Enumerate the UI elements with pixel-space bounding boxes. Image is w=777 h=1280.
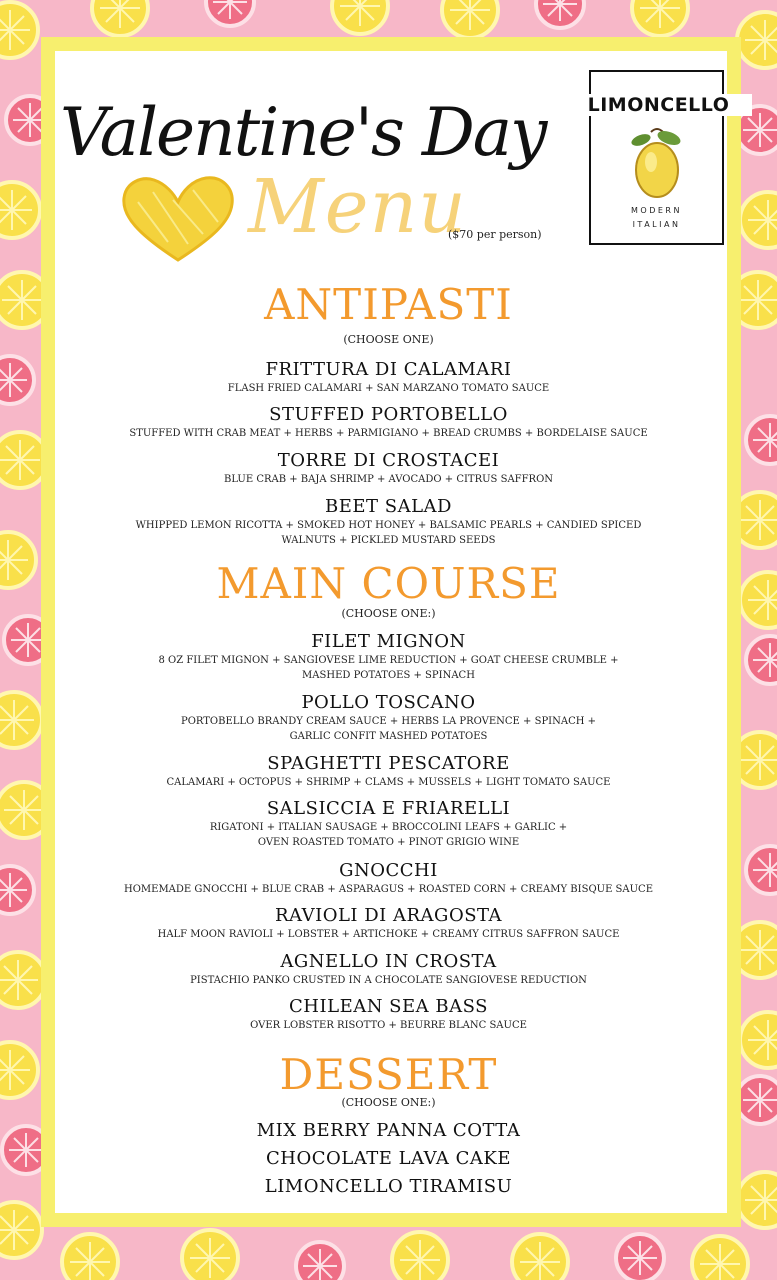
item-description: OVER LOBSTER RISOTTO + BEURRE BLANC SAUCE: [250, 1020, 527, 1031]
item-description: 8 OZ FILET MIGNON + SANGIOVESE LIME REDUCTION + GOAT CHEESE CRUMBLE +: [158, 655, 619, 666]
bottom-lemons: [62, 1230, 748, 1280]
menu-item: [55, 905, 722, 942]
item-name: GNOCCHI: [339, 860, 438, 881]
item-name: BEET SALAD: [325, 496, 452, 517]
item-description-line2: WALNUTS + PICKLED MUSTARD SEEDS: [281, 535, 496, 546]
menu-item: [55, 450, 722, 487]
item-name: STUFFED PORTOBELLO: [269, 404, 508, 425]
item-description: RIGATONI + ITALIAN SAUSAGE + BROCCOLINI LEAFS + GARLIC +: [209, 822, 568, 833]
item-description: BLUE CRAB + BAJA SHRIMP + AVOCADO + CITRUS SAFFRON: [223, 474, 554, 485]
lemon-icon: [621, 124, 693, 204]
heart-icon: [118, 172, 238, 267]
item-description-line2: OVEN ROASTED TOMATO + PINOT GRIGIO WINE: [257, 837, 520, 848]
item-description: WHIPPED LEMON RICOTTA + SMOKED HOT HONEY + BALSAMIC PEARLS + CANDIED SPICED: [135, 520, 642, 531]
menu-item: [55, 860, 722, 897]
menu-title: Valentine's Day: [60, 94, 546, 171]
menu-item: [55, 996, 722, 1033]
menu-item: [55, 692, 722, 744]
dessert-choose: (CHOOSE ONE:): [341, 1096, 436, 1109]
item-name: FILET MIGNON: [311, 631, 466, 652]
item-name: FRITTURA DI CALAMARI: [265, 359, 512, 380]
item-description: STUFFED WITH CRAB MEAT + HERBS + PARMIGIANO + BREAD CRUMBS + BORDELAISE SAUCE: [129, 428, 648, 439]
dessert-item: MIX BERRY PANNA COTTA: [256, 1120, 521, 1141]
menu-item: [55, 631, 722, 683]
price-per-person: ($70 per person): [448, 228, 542, 241]
menu-item: [55, 496, 722, 548]
item-name: POLLO TOSCANO: [301, 692, 476, 713]
dessert-heading: DESSERT: [279, 1050, 498, 1099]
restaurant-logo: [587, 70, 730, 245]
item-name: CHILEAN SEA BASS: [289, 996, 488, 1017]
item-description: PORTOBELLO BRANDY CREAM SAUCE + HERBS LA PROVENCE + SPINACH +: [180, 716, 597, 727]
item-description-line2: GARLIC CONFIT MASHED POTATOES: [289, 731, 488, 742]
menu-item: [55, 753, 722, 790]
dessert-item: LIMONCELLO TIRAMISU: [264, 1176, 513, 1197]
item-name: SALSICCIA E FRIARELLI: [266, 798, 511, 819]
item-name: AGNELLO IN CROSTA: [280, 951, 497, 972]
menu-item: [55, 798, 722, 850]
item-description: FLASH FRIED CALAMARI + SAN MARZANO TOMATO SAUCE: [227, 383, 550, 394]
menu-subtitle: Menu: [248, 164, 467, 250]
item-description: CALAMARI + OCTOPUS + SHRIMP + CLAMS + MUSSELS + LIGHT TOMATO SAUCE: [166, 777, 611, 788]
item-description: HALF MOON RAVIOLI + LOBSTER + ARTICHOKE + CREAMY CITRUS SAFFRON SAUCE: [157, 929, 620, 940]
menu-item: [55, 359, 722, 396]
main-course-choose: (CHOOSE ONE:): [341, 607, 436, 620]
antipasti-heading: ANTIPASTI: [264, 280, 513, 329]
item-description-line2: MASHED POTATOES + SPINACH: [302, 670, 475, 681]
dessert-item: CHOCOLATE LAVA CAKE: [265, 1148, 511, 1169]
menu-item: [55, 404, 722, 441]
logo-modern: MODERN: [631, 206, 682, 215]
item-name: SPAGHETTI PESCATORE: [267, 753, 510, 774]
logo-italian: ITALIAN: [632, 220, 681, 229]
item-description: HOMEMADE GNOCCHI + BLUE CRAB + ASPARAGUS + ROASTED CORN + CREAMY BISQUE SAUCE: [123, 884, 653, 895]
main-course-heading: MAIN COURSE: [216, 559, 561, 608]
item-name: TORRE DI CROSTACEI: [277, 450, 500, 471]
item-description: PISTACHIO PANKO CRUSTED IN A CHOCOLATE SANGIOVESE REDUCTION: [190, 975, 587, 986]
logo-name: LIMONCELLO: [565, 94, 752, 116]
antipasti-choose: (CHOOSE ONE): [343, 333, 434, 346]
menu-item: [55, 951, 722, 988]
item-name: RAVIOLI DI ARAGOSTA: [274, 905, 503, 926]
top-lemons: [92, 0, 688, 38]
